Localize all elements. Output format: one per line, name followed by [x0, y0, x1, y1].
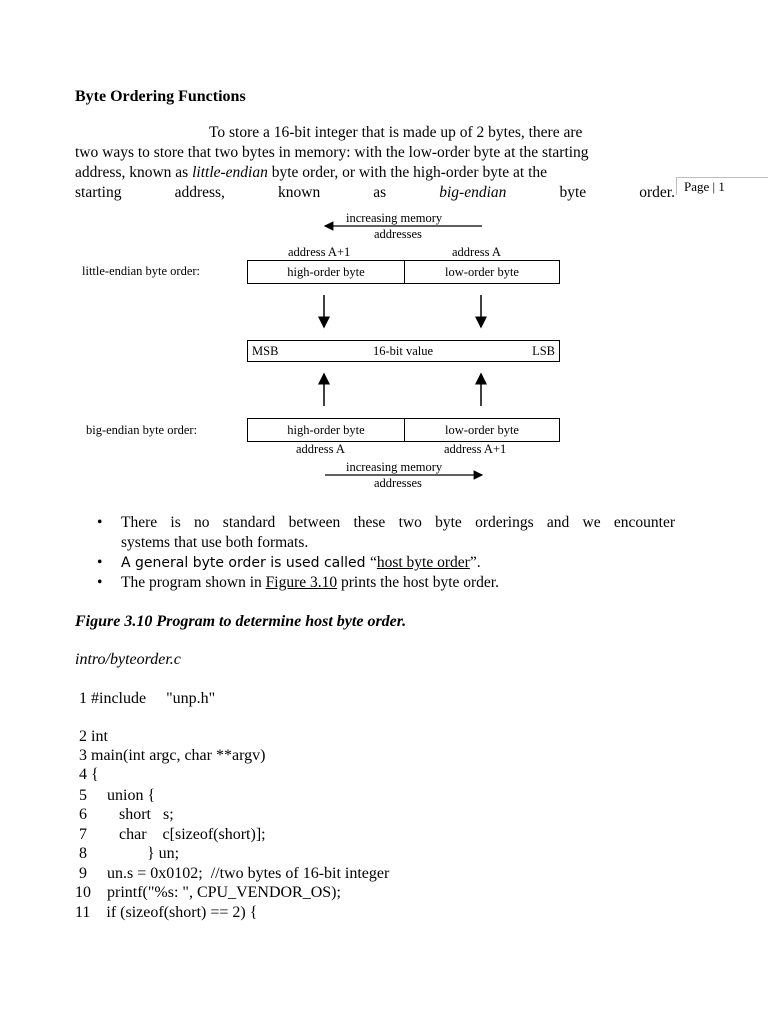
byte-order-diagram [0, 0, 768, 500]
bullet-2-quote-close: ”. [469, 554, 481, 571]
bullet-dot-icon: • [97, 514, 103, 531]
value-box [247, 340, 560, 362]
little-endian-low-cell: low-order byte [445, 264, 519, 279]
bullet-word: encounter [613, 514, 675, 531]
top-address-right: address A [452, 245, 501, 259]
bullet-word: standard [222, 514, 276, 531]
top-arrow-label-2: addresses [374, 227, 422, 241]
big-endian-label: big-endian byte order: [86, 423, 198, 437]
page-number: Page | 1 [684, 179, 725, 194]
para-word: order. [639, 184, 675, 201]
bullet-word: is [170, 514, 181, 531]
bullet-2-prefix: A general byte order is used called [121, 555, 370, 571]
bullet-list [97, 513, 675, 593]
bullet-word: orderings [475, 514, 534, 531]
para-line-2: two ways to store that two bytes in memory: with the low-order byte at the starting [75, 144, 589, 161]
big-endian-high-cell: high-order byte [248, 419, 405, 441]
bullet-word: these [353, 514, 386, 531]
bullet-word: two [398, 514, 422, 531]
bullet-1-line-1 [121, 513, 675, 533]
para-line-1: To store a 16-bit integer that is made up of 2 bytes, there are [209, 124, 583, 141]
msb-label: MSB [252, 343, 279, 358]
para-word: known [278, 184, 321, 201]
bottom-address-left: address A [296, 442, 345, 456]
bullet-word: byte [435, 514, 462, 531]
bullet-word: and [546, 514, 570, 531]
section-heading: Byte Ordering Functions [75, 88, 246, 105]
lsb-label: LSB [532, 343, 555, 358]
code-line: 7 char c[sizeof(short)]; [75, 826, 266, 843]
figure-caption: Figure 3.10 Program to determine host byte order. [75, 613, 407, 630]
code-line: 4 { [75, 766, 99, 783]
para-word: starting [75, 184, 122, 201]
code-line: 3 main(int argc, char **argv) [75, 747, 266, 764]
code-line: 11 if (sizeof(short) == 2) { [75, 904, 258, 921]
bullet-item-1 [97, 513, 675, 553]
code-line: 9 un.s = 0x0102; //two bytes of 16-bit integer [75, 865, 390, 882]
para-line-3c: byte order, or with the high-order byte at the [267, 164, 548, 181]
para-word: address, [174, 184, 225, 201]
code-line: 6 short s; [75, 806, 174, 823]
bottom-arrow-label-2: addresses [374, 476, 422, 490]
little-endian-high-cell: high-order byte [248, 261, 405, 283]
bottom-address-right: address A+1 [444, 442, 507, 456]
bullet-word: no [194, 514, 210, 531]
little-endian-label: little-endian byte order: [82, 264, 201, 278]
code-line: 5 union { [75, 787, 156, 804]
little-endian-term: little-endian [192, 164, 268, 181]
bullet-item-3 [97, 573, 675, 593]
bullet-word: between [288, 514, 341, 531]
bottom-arrow-label-1: increasing memory [346, 460, 443, 474]
bullet-1-line-2: systems that use both formats. [121, 534, 309, 551]
little-endian-box [247, 260, 560, 284]
figure-3-10-link[interactable]: Figure 3.10 [265, 574, 338, 591]
para-word: byte [559, 184, 587, 201]
code-line: 8 } un; [75, 845, 180, 862]
big-endian-low-cell: low-order byte [445, 422, 519, 437]
top-arrow-label-1: increasing memory [346, 211, 443, 225]
bullet-3-suffix: prints the host byte order. [337, 574, 499, 591]
value-label: 16-bit value [372, 343, 434, 358]
top-address-left: address A+1 [288, 245, 351, 259]
code-line: 2 int [75, 728, 108, 745]
para-word: as [373, 184, 387, 201]
bullet-dot-icon: • [97, 554, 103, 571]
bullet-3-prefix: The program shown in [121, 574, 266, 591]
host-byte-order-link[interactable]: host byte order [376, 554, 470, 571]
bullet-word: There [121, 514, 158, 531]
bullet-item-2 [97, 553, 675, 573]
big-endian-term: big-endian [439, 184, 507, 201]
code-line: 1 #include "unp.h" [75, 690, 216, 707]
para-line-3a: address, known as [75, 164, 193, 181]
code-line: 10 printf("%s: ", CPU_VENDOR_OS); [75, 884, 341, 901]
bullet-2-quote-open: “ [369, 554, 377, 571]
big-endian-box [247, 418, 560, 442]
bullet-dot-icon: • [97, 574, 103, 591]
bullet-word: we [582, 514, 601, 531]
source-file-name: intro/byteorder.c [75, 651, 181, 668]
